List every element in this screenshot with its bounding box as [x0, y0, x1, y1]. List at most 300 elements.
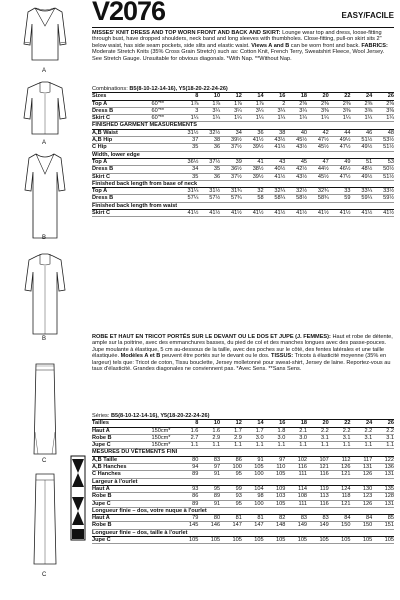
size-header: 10	[198, 420, 220, 427]
measurement-value: 85	[372, 515, 394, 522]
spacer-cell	[151, 210, 176, 217]
measurement-value: 42	[307, 129, 329, 136]
yardage-value: 1⅞	[242, 100, 264, 107]
size-header: 22	[329, 93, 351, 100]
measurement-value: 118	[329, 493, 351, 500]
yardage-value: 2.2	[351, 427, 373, 434]
size-header: 26	[372, 420, 394, 427]
yardage-row	[92, 100, 394, 107]
measurement-value: 43½	[285, 144, 307, 151]
description-views-text: can be worn front and back.	[290, 42, 360, 49]
yardage-value: 1¼	[285, 115, 307, 122]
spacer-cell	[151, 420, 176, 427]
fabrics-label-fr: TISSUS:	[271, 353, 294, 360]
spacer-cell	[151, 471, 176, 478]
measurement-value: 123	[351, 493, 373, 500]
spacer-cell	[151, 493, 176, 500]
measurement-value: 51½	[351, 137, 373, 144]
measurement-value: 103	[264, 493, 286, 500]
measurement-value: 113	[307, 493, 329, 500]
measurement-value: 58¼	[264, 195, 286, 202]
measurement-value: 91	[198, 500, 220, 507]
yardage-value: 3¼	[220, 107, 242, 114]
row-label: Robe B	[92, 434, 151, 441]
measurement-value: 41½	[198, 210, 220, 217]
measurement-value: 116	[307, 500, 329, 507]
section-title: MESURES DU VÊTEMENTS FINI	[92, 449, 394, 456]
sizes-label: Sizes	[92, 93, 151, 100]
measurement-value: 131	[372, 471, 394, 478]
measurement-value: 44½	[307, 166, 329, 173]
yardage-value: 2.2	[372, 427, 394, 434]
yardage-value: 1¼	[307, 115, 329, 122]
yardage-value: 3¼	[285, 107, 307, 114]
measurement-value: 41½	[177, 210, 199, 217]
measurement-value: 41½	[264, 173, 286, 180]
yardage-value: 2.9	[220, 434, 242, 441]
yardage-value: 1.1	[329, 442, 351, 449]
measurement-value: 32¾	[307, 188, 329, 195]
measurement-value: 40	[285, 129, 307, 136]
row-label: Robe B	[92, 493, 151, 500]
measurement-value: 39½	[220, 137, 242, 144]
size-header: 20	[307, 93, 329, 100]
series-line: Séries: B5(8-10-12-14-16), Y5(18-20-22-24-26)	[92, 413, 210, 419]
measurement-value: 41½	[220, 210, 242, 217]
measurement-row	[92, 485, 394, 492]
measurement-value: 89	[198, 493, 220, 500]
measurement-value: 58¾	[307, 195, 329, 202]
measurement-value: 41½	[264, 144, 286, 151]
measurement-value: 41½	[351, 210, 373, 217]
spacer-cell	[151, 522, 176, 529]
sizes-label: Tailles	[92, 420, 151, 427]
measurement-value: 100	[242, 471, 264, 478]
measurement-value: 33½	[372, 188, 394, 195]
row-label: Dress B	[92, 107, 151, 114]
measurement-value: 43½	[285, 173, 307, 180]
measurement-row	[92, 173, 394, 180]
measurement-value: 146	[198, 522, 220, 529]
view-label: A	[42, 68, 47, 74]
fabrics-label: FABRICS:	[361, 42, 388, 49]
measurement-row	[92, 515, 394, 522]
yardage-value: 2	[264, 100, 286, 107]
measurement-value: 91	[198, 471, 220, 478]
measurement-value: 122	[372, 456, 394, 463]
row-label: Haut A	[92, 485, 151, 492]
french-measurements-table	[92, 419, 394, 544]
description-body-fr: Haut et robe de détente, ample sur la poitrine, avec des emmanchures basses, du pied de col et des manches longues avec des passe-pouces. Jupe moulante à élastique, 5 cm au-dessous de la taille, avec des poches sur le côté, des fentes latérales et une taille élastiquée.	[92, 334, 393, 360]
fabric-width: 150cm*	[151, 427, 176, 434]
yardage-value: 1.1	[177, 442, 199, 449]
view-label: C	[42, 458, 47, 464]
measurement-value: 36	[198, 173, 220, 180]
section-title: Longueur finie – dos, taille à l'ourlet	[92, 529, 394, 536]
yardage-value: 1.8	[264, 427, 286, 434]
view-a-front-drawing	[0, 4, 90, 74]
spacer-cell	[151, 137, 176, 144]
yardage-value: 3.0	[285, 434, 307, 441]
section-title: Width, lower edge	[92, 151, 394, 158]
yardage-value: 3¼	[198, 107, 220, 114]
measurement-value: 105	[372, 537, 394, 544]
measurement-value: 37½	[220, 144, 242, 151]
yardage-value: 3⅜	[372, 107, 394, 114]
yardage-value: 1.1	[264, 442, 286, 449]
measurement-row	[92, 210, 394, 217]
measurement-value: 121	[307, 464, 329, 471]
yardage-value: 3.0	[264, 434, 286, 441]
measurement-value: 57½	[198, 195, 220, 202]
view-b-front-drawing	[0, 150, 90, 250]
measurement-value: 81	[242, 515, 264, 522]
measurement-value: 136	[372, 464, 394, 471]
yardage-value: 2⅜	[307, 100, 329, 107]
size-header: 18	[285, 420, 307, 427]
measurement-value: 32½	[285, 188, 307, 195]
measurement-value: 50½	[372, 166, 394, 173]
measurement-value: 97	[198, 464, 220, 471]
measurement-value: 135	[372, 485, 394, 492]
yardage-value: 2⅜	[285, 100, 307, 107]
row-label: Robe B	[92, 522, 151, 529]
size-header: 12	[220, 420, 242, 427]
measurement-value: 121	[329, 471, 351, 478]
measurement-value: 95	[220, 500, 242, 507]
measurement-value: 51	[351, 158, 373, 165]
section-title-row	[92, 449, 394, 456]
measurement-value: 105	[242, 537, 264, 544]
measurement-row	[92, 137, 394, 144]
measurement-row	[92, 188, 394, 195]
size-header: 14	[242, 420, 264, 427]
measurement-value: 38	[264, 129, 286, 136]
measurement-value: 105	[242, 464, 264, 471]
measurement-value: 53½	[372, 137, 394, 144]
yardage-row	[92, 434, 394, 441]
measurement-value: 98	[242, 493, 264, 500]
measurement-value: 49	[329, 158, 351, 165]
yardage-value: 1¼	[351, 115, 373, 122]
row-label: Haut A	[92, 427, 151, 434]
header	[92, 0, 394, 28]
measurement-value: 37½	[220, 173, 242, 180]
measurement-value: 37	[177, 137, 199, 144]
hourglass-marker-icon	[70, 455, 86, 541]
yardage-value: 3.1	[372, 434, 394, 441]
section-title: Longueur finie – dos, votre nuque à l'ourlet	[92, 507, 394, 514]
fabrics-text-fr: Tricots à élasticité moyenne (35% en largeur) tels que: Tricot de coton, Tissu bouclette, Jersey molletonné pour sweat-shirt, Jersey de laine. Reportez-vous au taux d'élasticité. Grandes diagonales ne conviennent pas. *Avec Sens. **Sans Sens.	[92, 353, 391, 373]
measurement-value: 36	[242, 129, 264, 136]
yardage-value: 1¼	[177, 115, 199, 122]
yardage-value: 3⅜	[351, 107, 373, 114]
measurement-value: 59½	[372, 195, 394, 202]
measurement-value: 126	[351, 500, 373, 507]
measurement-value: 59¼	[351, 195, 373, 202]
yardage-value: 1.7	[242, 427, 264, 434]
row-label: Top A	[92, 100, 151, 107]
measurement-value: 41½	[372, 210, 394, 217]
yardage-value: 3.1	[307, 434, 329, 441]
measurement-value: 41½	[264, 210, 286, 217]
yardage-value: 1.1	[242, 442, 264, 449]
measurement-value: 145	[177, 522, 199, 529]
spacer-cell	[151, 195, 176, 202]
spacer-cell	[151, 515, 176, 522]
measurement-value: 108	[285, 493, 307, 500]
row-label: A,B Waist	[92, 129, 151, 136]
view-label: B	[42, 336, 47, 342]
measurement-value: 105	[220, 537, 242, 544]
yardage-value: 1.6	[177, 427, 199, 434]
measurement-value: 46½	[329, 166, 351, 173]
measurement-value: 38½	[242, 166, 264, 173]
view-label: B	[42, 235, 47, 241]
header-divider	[92, 27, 394, 28]
section-title: Largeur à l'ourlet	[92, 478, 394, 485]
measurement-value: 34	[220, 129, 242, 136]
measurement-value: 105	[264, 500, 286, 507]
yardage-value: 1.1	[307, 442, 329, 449]
description-views-label-fr: Modèles A et B	[120, 353, 161, 360]
measurement-value: 45	[285, 158, 307, 165]
measurement-value: 32	[242, 188, 264, 195]
measurement-value: 107	[307, 456, 329, 463]
measurement-value: 48	[372, 129, 394, 136]
measurement-value: 58	[242, 195, 264, 202]
measurement-value: 91	[242, 456, 264, 463]
measurement-value: 39½	[242, 144, 264, 151]
section-title-row	[92, 507, 394, 514]
description-body: Lounge wear top and dress, loose-fitting through bust, have dropped shoulders, neck band and long sleeves with thumbholes. Close-fitting, pull-on skirt sits 2" below waist, has side seam pockets, side slits and elastic waist.	[92, 30, 382, 49]
yardage-row	[92, 115, 394, 122]
yardage-value: 1¼	[329, 115, 351, 122]
measurement-value: 100	[220, 464, 242, 471]
row-label: Skirt C	[92, 115, 151, 122]
french-size-table	[92, 413, 394, 544]
yardage-value: 2⅜	[351, 100, 373, 107]
view-label: C	[42, 572, 47, 578]
spacer-cell	[151, 500, 176, 507]
section-title-row	[92, 478, 394, 485]
measurement-value: 151	[372, 522, 394, 529]
measurement-value: 99	[220, 485, 242, 492]
section-title: FINISHED GARMENT MEASUREMENTS	[92, 122, 394, 129]
measurement-row	[92, 158, 394, 165]
measurement-value: 105	[264, 537, 286, 544]
measurement-value: 86	[177, 493, 199, 500]
measurement-row	[92, 471, 394, 478]
measurement-value: 83	[307, 515, 329, 522]
row-label: Haut A	[92, 515, 151, 522]
yardage-value: 1.1	[220, 442, 242, 449]
yardage-value: 2.1	[285, 427, 307, 434]
measurement-value: 105	[307, 537, 329, 544]
measurement-value: 35	[177, 144, 199, 151]
measurement-value: 45½	[307, 144, 329, 151]
measurement-value: 95	[198, 485, 220, 492]
measurement-value: 49½	[351, 144, 373, 151]
measurement-value: 35	[177, 173, 199, 180]
measurement-value: 121	[329, 500, 351, 507]
measurement-value: 36½	[177, 158, 199, 165]
yardage-value: 2.2	[329, 427, 351, 434]
yardage-row	[92, 442, 394, 449]
size-header: 12	[220, 93, 242, 100]
measurement-value: 97	[264, 456, 286, 463]
section-title-row	[92, 202, 394, 209]
measurement-row	[92, 522, 394, 529]
measurement-value: 33	[329, 188, 351, 195]
yardage-value: 1⅞	[198, 100, 220, 107]
size-header: 26	[372, 93, 394, 100]
measurement-value: 49½	[351, 173, 373, 180]
yardage-value: 3¼	[264, 107, 286, 114]
english-measurements-table	[92, 92, 394, 217]
measurement-value: 131	[372, 500, 394, 507]
measurement-row	[92, 166, 394, 173]
measurement-value: 59	[329, 195, 351, 202]
sizes-header-row	[92, 420, 394, 427]
yardage-value: 3.1	[329, 434, 351, 441]
row-label: C Hip	[92, 144, 151, 151]
fabric-width: 60"**	[151, 107, 176, 114]
measurement-value: 80	[177, 456, 199, 463]
measurement-value: 51½	[372, 173, 394, 180]
view-a-back-drawing	[0, 80, 90, 146]
measurement-value: 105	[264, 471, 286, 478]
measurement-value: 84	[329, 515, 351, 522]
view-label: A	[42, 140, 47, 146]
spacer-cell	[151, 173, 176, 180]
yardage-value: 3⅜	[307, 107, 329, 114]
measurement-row	[92, 195, 394, 202]
yardage-value: 3¼	[242, 107, 264, 114]
measurement-value: 89	[177, 500, 199, 507]
measurement-value: 57¼	[177, 195, 199, 202]
yardage-value: 1¼	[198, 115, 220, 122]
measurement-value: 80	[198, 515, 220, 522]
description-title: MISSES' KNIT DRESS AND TOP WORN FRONT AND BACK AND SKIRT:	[92, 30, 281, 36]
fabric-width: 150cm*	[151, 442, 176, 449]
measurement-value: 41½	[329, 210, 351, 217]
yardage-value: 1¼	[242, 115, 264, 122]
measurement-value: 84	[351, 515, 373, 522]
measurement-value: 95	[220, 471, 242, 478]
measurement-value: 31¼	[177, 188, 199, 195]
spacer-cell	[151, 456, 176, 463]
measurement-value: 128	[372, 493, 394, 500]
section-title: Finished back length from base of neck	[92, 180, 394, 187]
measurement-value: 47	[307, 158, 329, 165]
yardage-value: 2.9	[198, 434, 220, 441]
size-header: 24	[351, 93, 373, 100]
measurement-value: 100	[242, 500, 264, 507]
measurement-row	[92, 537, 394, 544]
yardage-value: 1.1	[198, 442, 220, 449]
measurement-value: 116	[285, 464, 307, 471]
measurement-value: 39½	[242, 173, 264, 180]
measurement-value: 31½	[198, 188, 220, 195]
measurement-value: 149	[307, 522, 329, 529]
measurement-value: 131	[351, 464, 373, 471]
info-column	[92, 0, 394, 600]
row-label: A,B Taille	[92, 456, 151, 463]
measurement-value: 94	[177, 464, 199, 471]
row-label: Jupe C	[92, 537, 151, 544]
measurement-value: 53	[372, 158, 394, 165]
yardage-value: 1.1	[285, 442, 307, 449]
measurement-value: 119	[307, 485, 329, 492]
measurement-value: 46	[351, 129, 373, 136]
yardage-value: 1.6	[198, 427, 220, 434]
size-header: 20	[307, 420, 329, 427]
view-b-back-drawing	[0, 252, 90, 352]
measurement-value: 41½	[285, 210, 307, 217]
size-header: 18	[285, 93, 307, 100]
measurement-value: 43	[264, 158, 286, 165]
measurement-value: 105	[351, 537, 373, 544]
measurement-value: 89	[177, 471, 199, 478]
combinations-line: Combinations: B5(8-10-12-14-16), Y5(18-20-22-24-26)	[92, 86, 228, 92]
row-label: Skirt C	[92, 173, 151, 180]
measurement-value: 83	[198, 456, 220, 463]
measurement-value: 114	[285, 485, 307, 492]
measurement-value: 126	[329, 464, 351, 471]
measurement-row	[92, 500, 394, 507]
spacer-cell	[151, 129, 176, 136]
yardage-value: 3.1	[351, 434, 373, 441]
measurement-value: 41½	[307, 210, 329, 217]
measurement-value: 109	[264, 485, 286, 492]
measurement-value: 47½	[329, 144, 351, 151]
measurement-value: 102	[285, 456, 307, 463]
spacer-cell	[151, 144, 176, 151]
size-header: 10	[198, 93, 220, 100]
sizes-header-row	[92, 93, 394, 100]
row-label: C Hanches	[92, 471, 151, 478]
measurement-value: 33¼	[351, 188, 373, 195]
measurement-value: 93	[220, 493, 242, 500]
measurement-value: 57¾	[220, 195, 242, 202]
measurement-row	[92, 493, 394, 500]
yardage-value: 2.7	[177, 434, 199, 441]
measurement-value: 41½	[242, 210, 264, 217]
fabric-width: 150cm*	[151, 434, 176, 441]
row-label: Jupe C	[92, 442, 151, 449]
view-c-front-drawing	[0, 358, 90, 468]
section-title-row	[92, 151, 394, 158]
measurement-value: 104	[242, 485, 264, 492]
difficulty-level: EASY/FACILE	[341, 11, 394, 20]
size-header: 24	[351, 420, 373, 427]
measurement-value: 112	[329, 456, 351, 463]
measurement-value: 124	[329, 485, 351, 492]
measurement-value: 116	[307, 471, 329, 478]
measurement-value: 45½	[307, 173, 329, 180]
measurement-value: 111	[285, 500, 307, 507]
measurement-value: 105	[285, 537, 307, 544]
measurement-value: 117	[351, 456, 373, 463]
measurement-value: 110	[264, 464, 286, 471]
spacer-cell	[151, 188, 176, 195]
yardage-value: 2.2	[307, 427, 329, 434]
measurement-value: 36½	[220, 166, 242, 173]
measurement-value: 32¼	[264, 188, 286, 195]
yardage-value: 2⅜	[372, 100, 394, 107]
yardage-value: 1¼	[220, 115, 242, 122]
